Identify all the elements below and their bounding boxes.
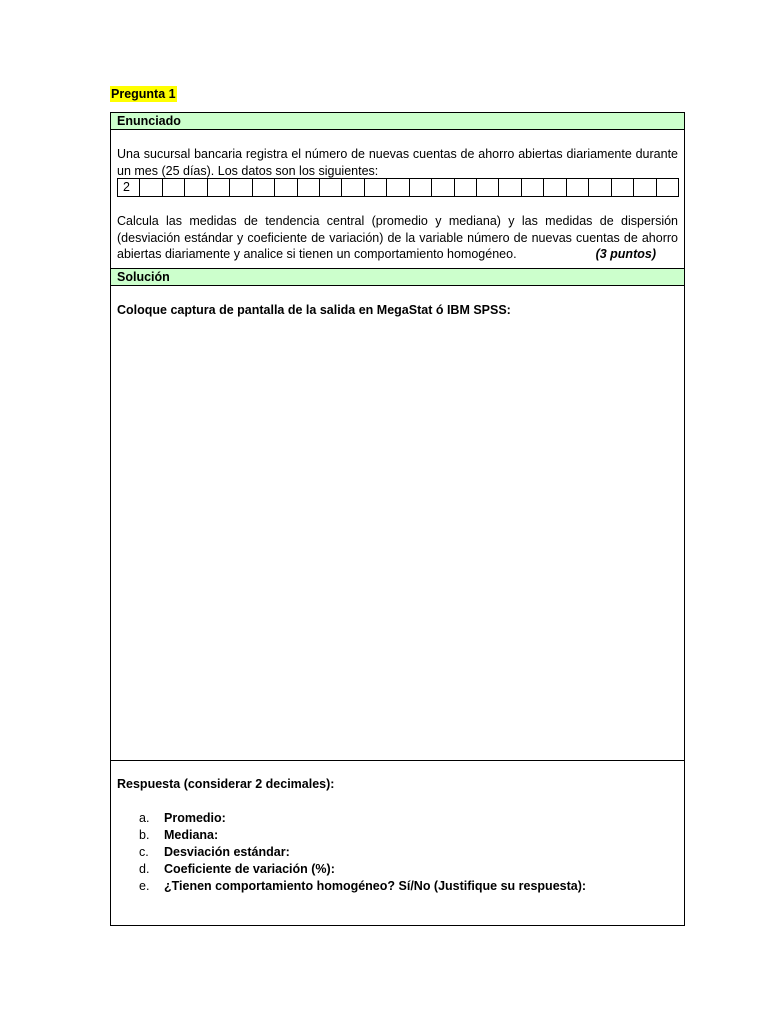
data-cell[interactable]: 2: [118, 179, 140, 196]
answer-item: [139, 810, 586, 827]
statement-paragraph: Una sucursal bancaria registra el número de nuevas cuentas de ahorro abiertas diariamente durante un mes (25 días). Los datos son los siguientes:: [117, 147, 678, 178]
data-table: [117, 178, 679, 197]
enunciado-header: Enunciado: [111, 113, 684, 130]
data-cell[interactable]: [298, 179, 320, 196]
data-cell[interactable]: [432, 179, 454, 196]
divider: [111, 760, 684, 761]
data-cell[interactable]: [208, 179, 230, 196]
answer-letter: e.: [139, 879, 150, 893]
data-cell[interactable]: [657, 179, 678, 196]
data-cell[interactable]: [140, 179, 162, 196]
data-cell[interactable]: [522, 179, 544, 196]
task-paragraph: [117, 213, 678, 263]
data-cell[interactable]: [612, 179, 634, 196]
data-cell[interactable]: [589, 179, 611, 196]
answer-label: Promedio:: [164, 811, 226, 825]
solution-instruction: Coloque captura de pantalla de la salida en MegaStat ó IBM SPSS:: [117, 303, 511, 317]
answer-label: Desviación estándar:: [164, 845, 290, 859]
answer-item: [139, 844, 586, 861]
data-cell[interactable]: [567, 179, 589, 196]
answer-item: [139, 878, 586, 895]
question-title: Pregunta 1: [111, 87, 176, 101]
data-cell[interactable]: [455, 179, 477, 196]
data-cell[interactable]: [320, 179, 342, 196]
answer-item: [139, 827, 586, 844]
answer-item: [139, 861, 586, 878]
data-cell[interactable]: [499, 179, 521, 196]
points-label: (3 puntos): [595, 247, 656, 261]
data-cell[interactable]: [275, 179, 297, 196]
task-text: Calcula las medidas de tendencia central (promedio y mediana) y las medidas de dispersión (desviación estándar y coeficiente de variación) de la variable número de nuevas cuentas de ahorro abiertas diariamente y analice si tienen un comportamiento homogéneo.: [117, 214, 678, 261]
answer-label: Mediana:: [164, 828, 219, 842]
answer-label: Coeficiente de variación (%):: [164, 862, 335, 876]
answer-title: Respuesta (considerar 2 decimales):: [117, 777, 335, 791]
data-cell[interactable]: [634, 179, 656, 196]
data-cell[interactable]: [477, 179, 499, 196]
data-cell[interactable]: [544, 179, 566, 196]
data-cell[interactable]: [410, 179, 432, 196]
data-cell[interactable]: [185, 179, 207, 196]
data-cell[interactable]: [253, 179, 275, 196]
answer-list: [139, 810, 586, 895]
data-cell[interactable]: [163, 179, 185, 196]
answer-letter: d.: [139, 862, 150, 876]
question-frame: [110, 112, 685, 926]
data-cell[interactable]: [230, 179, 252, 196]
answer-letter: a.: [139, 811, 150, 825]
solucion-header: Solución: [111, 268, 684, 286]
answer-letter: c.: [139, 845, 149, 859]
data-cell[interactable]: [365, 179, 387, 196]
answer-letter: b.: [139, 828, 150, 842]
data-cell[interactable]: [387, 179, 409, 196]
data-cell[interactable]: [342, 179, 364, 196]
answer-label: ¿Tienen comportamiento homogéneo? Sí/No (Justifique su respuesta):: [164, 879, 587, 893]
